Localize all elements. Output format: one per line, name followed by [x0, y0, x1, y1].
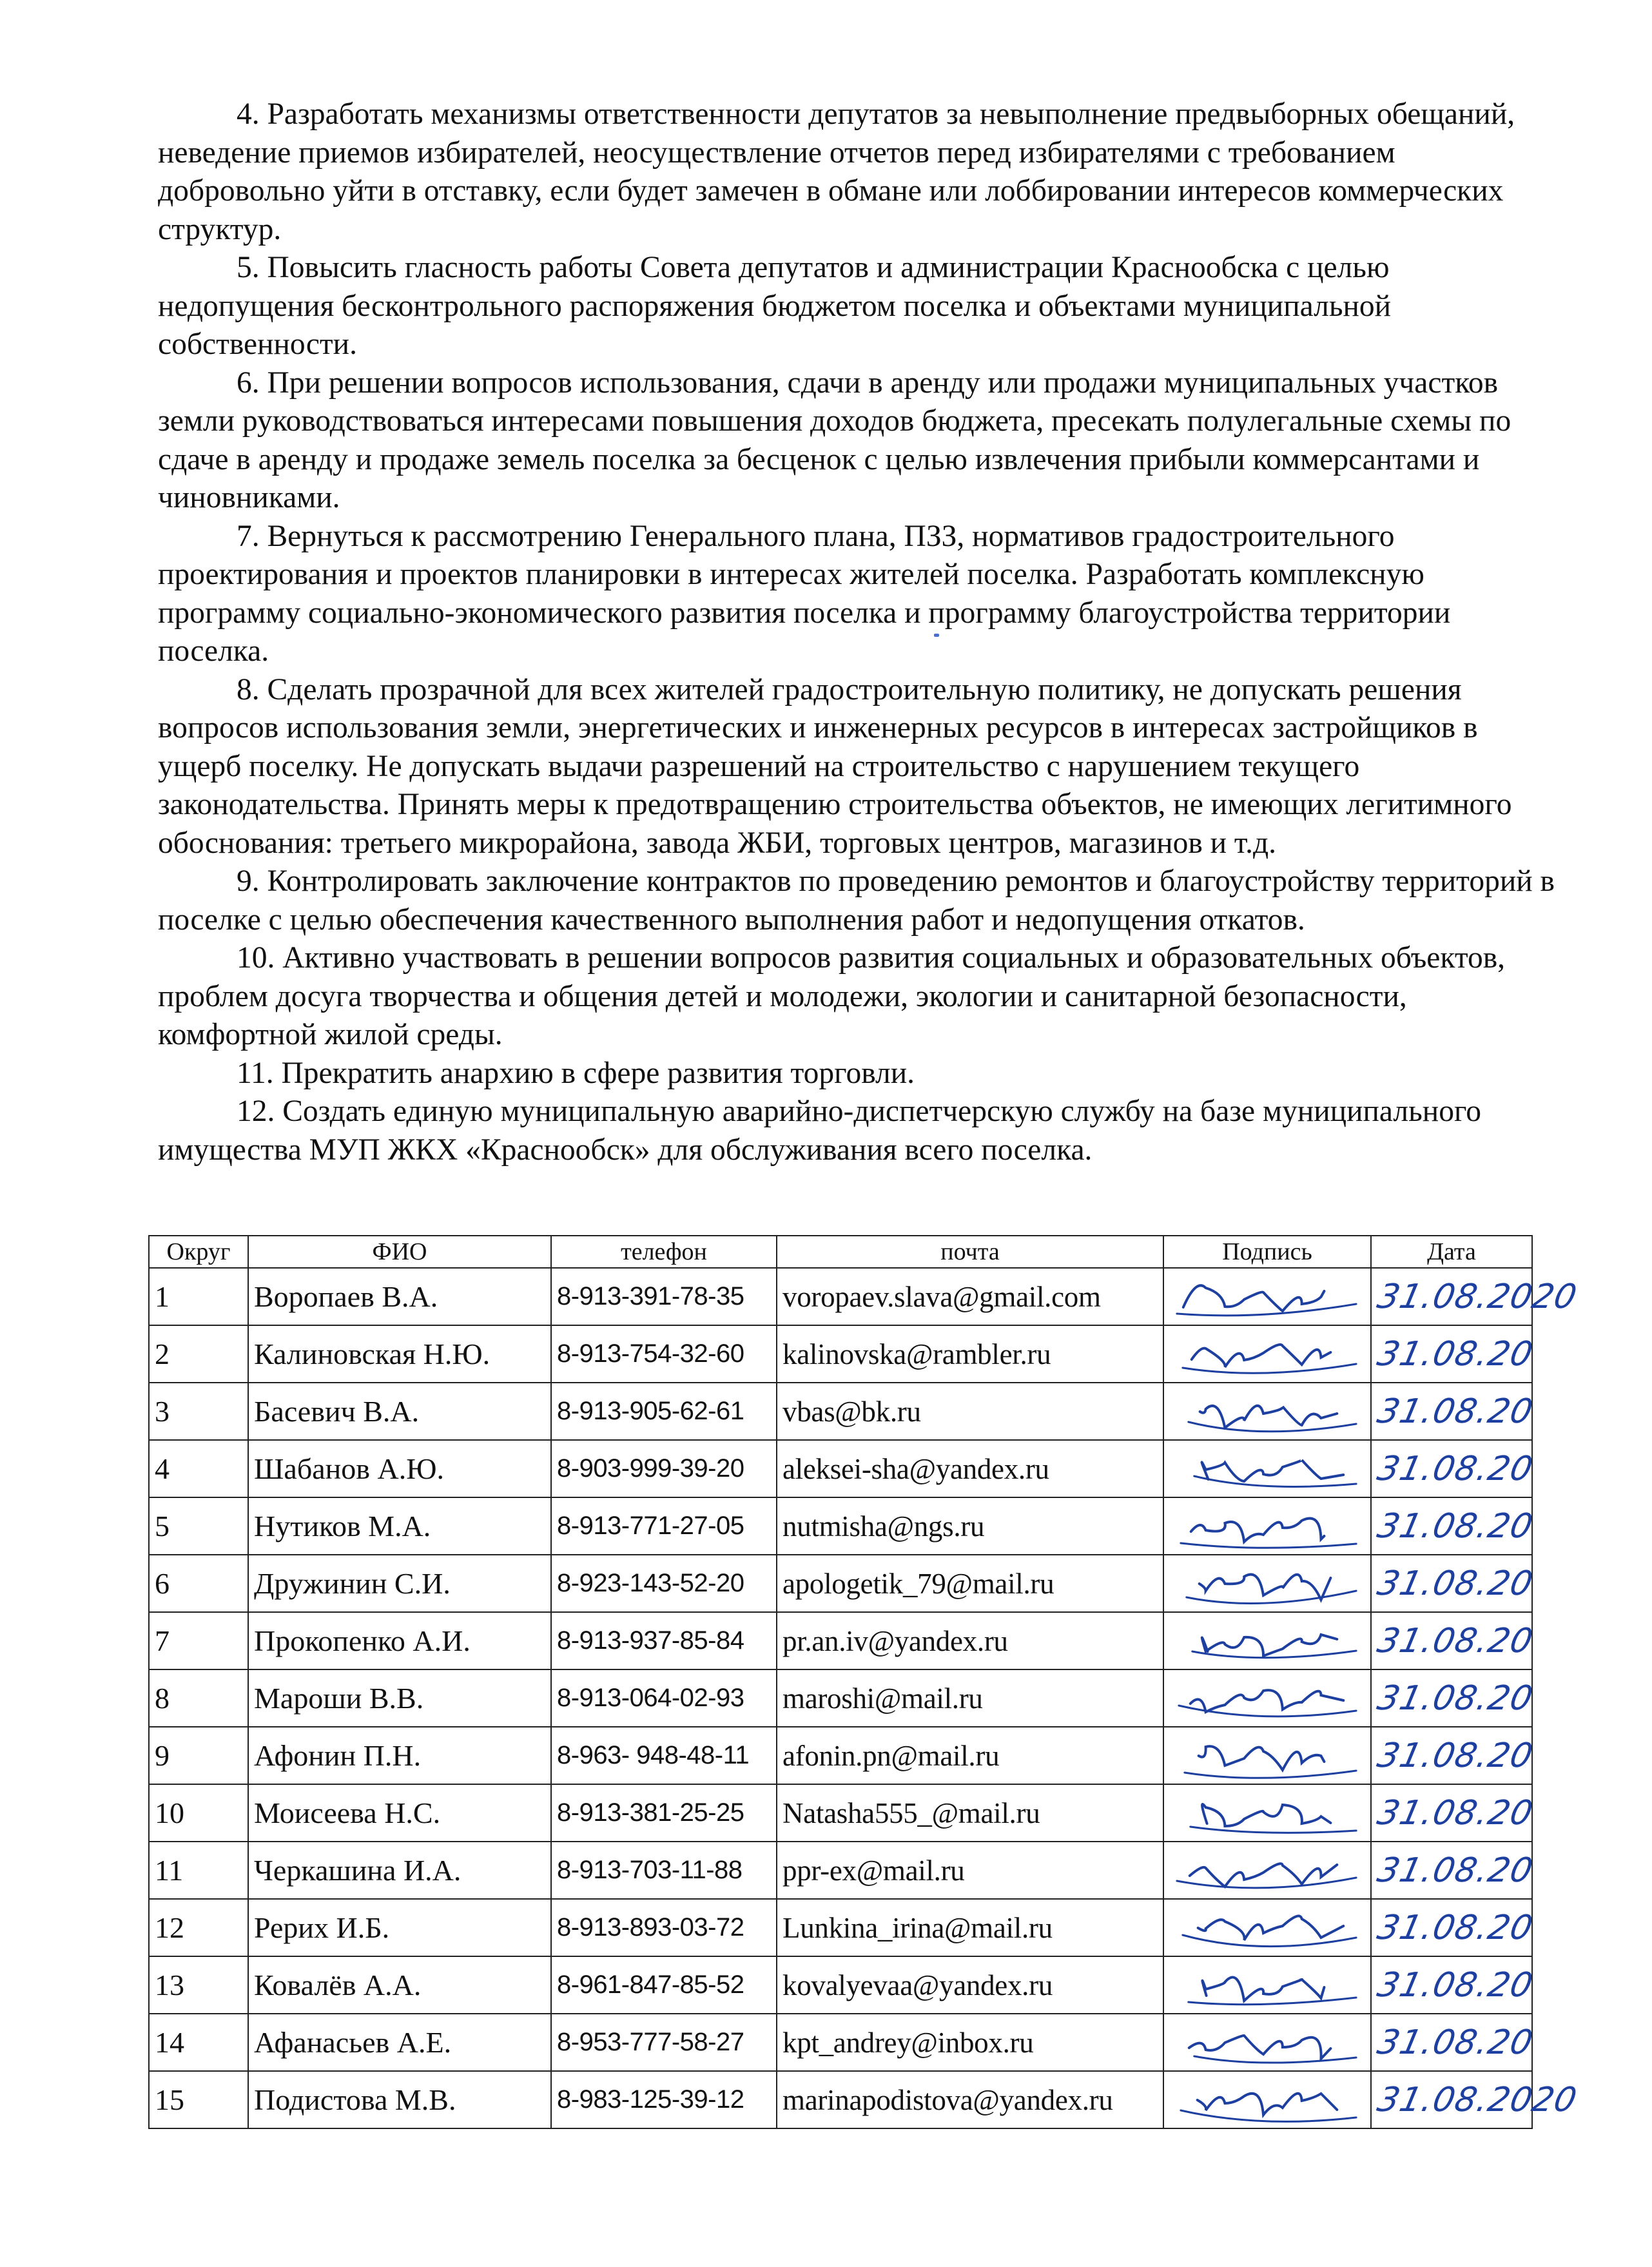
table-row	[149, 1325, 1532, 1383]
signature-scribble-icon	[1164, 1441, 1370, 1497]
row-email: Natasha555_@mail.ru	[777, 1784, 1163, 1842]
row-district: 3	[149, 1383, 248, 1440]
table-row	[149, 2014, 1532, 2071]
row-district: 10	[149, 1784, 248, 1842]
table-row	[149, 1842, 1532, 1899]
row-phone: 8-923-143-52-20	[551, 1555, 777, 1612]
row-phone: 8-913-893-03-72	[551, 1899, 777, 1956]
row-signature	[1163, 1268, 1371, 1325]
row-signature	[1163, 1727, 1371, 1784]
table-row	[149, 1727, 1532, 1784]
row-name: Мароши В.В.	[248, 1669, 551, 1727]
handwritten-date: 31.08.20	[1374, 1678, 1537, 1718]
row-name: Нутиков М.А.	[248, 1497, 551, 1555]
row-name: Рерих И.Б.	[248, 1899, 551, 1956]
row-email: nutmisha@ngs.ru	[777, 1497, 1163, 1555]
row-date	[1371, 1440, 1537, 1497]
row-email: aleksei-sha@yandex.ru	[777, 1440, 1163, 1497]
signature-scribble-icon	[1164, 1727, 1370, 1784]
row-signature	[1163, 1842, 1371, 1899]
handwritten-date: 31.08.20	[1374, 1506, 1537, 1546]
table-row	[149, 1555, 1532, 1612]
row-date	[1371, 1727, 1537, 1784]
row-name: Подистова М.В.	[248, 2071, 551, 2128]
row-date	[1371, 1842, 1537, 1899]
table-row	[149, 1440, 1532, 1497]
table-row	[149, 1383, 1532, 1440]
signers-body	[149, 1268, 1581, 2128]
row-phone: 8-913-905-62-61	[551, 1383, 777, 1440]
row-email: kpt_andrey@inbox.ru	[777, 2014, 1163, 2071]
row-district: 12	[149, 1899, 248, 1956]
row-email: pr.an.iv@yandex.ru	[777, 1612, 1163, 1669]
row-signature	[1163, 1612, 1371, 1669]
row-date	[1371, 1325, 1537, 1383]
header-name: ФИО	[248, 1236, 551, 1268]
row-phone: 8-913-381-25-25	[551, 1784, 777, 1842]
signature-scribble-icon	[1164, 1842, 1370, 1898]
row-email: kalinovska@rambler.ru	[777, 1325, 1163, 1383]
table-header-row	[149, 1236, 1532, 1268]
row-phone: 8-913-754-32-60	[551, 1325, 777, 1383]
signature-scribble-icon	[1164, 2072, 1370, 2128]
row-name: Шабанов А.Ю.	[248, 1440, 551, 1497]
row-district: 13	[149, 1956, 248, 2014]
table-row	[149, 1899, 1532, 1956]
row-date	[1371, 1612, 1537, 1669]
row-signature	[1163, 1497, 1371, 1555]
handwritten-date: 31.08.20	[1374, 1793, 1537, 1833]
row-date	[1371, 1497, 1537, 1555]
row-district: 15	[149, 2071, 248, 2128]
paragraph-10: 10. Активно участвовать в решении вопросов развития социальных и образовательных объектов, проблем досуга творчества и общения детей и молодежи, экологии и санитарной безопасности, комфортной жилой среды.	[158, 941, 1506, 1051]
row-date	[1371, 2014, 1537, 2071]
row-name: Моисеева Н.С.	[248, 1784, 551, 1842]
signature-scribble-icon	[1164, 1785, 1370, 1841]
handwritten-date: 31.08.20	[1374, 1908, 1537, 1947]
demands-text	[158, 95, 1563, 1169]
row-signature	[1163, 1325, 1371, 1383]
handwritten-date: 31.08.20	[1374, 1449, 1537, 1488]
row-date	[1371, 2071, 1581, 2128]
row-district: 4	[149, 1440, 248, 1497]
header-date: Дата	[1371, 1236, 1532, 1268]
table-row	[149, 2071, 1532, 2128]
signature-scribble-icon	[1164, 1383, 1370, 1439]
handwritten-date: 31.08.20	[1374, 1965, 1537, 2005]
signature-scribble-icon	[1164, 1555, 1370, 1611]
row-district: 11	[149, 1842, 248, 1899]
row-email: Lunkina_irina@mail.ru	[777, 1899, 1163, 1956]
row-email: maroshi@mail.ru	[777, 1669, 1163, 1727]
paragraph-4: 4. Разработать механизмы ответственности депутатов за невыполнение предвыборных обещаний, неведение приемов избирателей, неосуществление отчетов перед избирателями с требованием добровольно уйти в отставку, если будет замечен в обмане или лоббировании интересов коммерческих структур.	[158, 97, 1515, 246]
row-email: voropaev.slava@gmail.com	[777, 1268, 1163, 1325]
row-phone: 8-913-391-78-35	[551, 1268, 777, 1325]
table-row	[149, 1268, 1532, 1325]
handwritten-date: 31.08.20	[1374, 1736, 1537, 1775]
row-district: 14	[149, 2014, 248, 2071]
header-district: Округ	[149, 1236, 248, 1268]
paragraph-12: 12. Создать единую муниципальную аварийно-диспетчерскую службу на базе муниципального имущества МУП ЖКХ «Краснообск» для обслуживания всего поселка.	[158, 1095, 1482, 1167]
table-row	[149, 1784, 1532, 1842]
row-name: Дружинин С.И.	[248, 1555, 551, 1612]
handwritten-date: 31.08.20	[1374, 1851, 1537, 1890]
signature-scribble-icon	[1164, 1900, 1370, 1956]
row-name: Басевич В.А.	[248, 1383, 551, 1440]
row-phone: 8-913-937-85-84	[551, 1612, 777, 1669]
row-phone: 8-963- 948-48-11	[551, 1727, 777, 1784]
row-name: Ковалёв А.А.	[248, 1956, 551, 2014]
row-name: Афанасьев А.Е.	[248, 2014, 551, 2071]
row-phone: 8-961-847-85-52	[551, 1956, 777, 2014]
row-district: 2	[149, 1325, 248, 1383]
row-phone: 8-913-064-02-93	[551, 1669, 777, 1727]
handwritten-date: 31.08.20	[1374, 2023, 1537, 2062]
row-name: Прокопенко А.И.	[248, 1612, 551, 1669]
paragraph-11: 11. Прекратить анархию в сфере развития торговли.	[237, 1056, 915, 1090]
row-district: 5	[149, 1497, 248, 1555]
header-signature: Подпись	[1163, 1236, 1371, 1268]
row-signature	[1163, 1440, 1371, 1497]
row-signature	[1163, 1383, 1371, 1440]
row-district: 8	[149, 1669, 248, 1727]
row-date	[1371, 1899, 1537, 1956]
handwritten-date: 31.08.20	[1374, 1334, 1537, 1374]
row-district: 6	[149, 1555, 248, 1612]
row-phone: 8-953-777-58-27	[551, 2014, 777, 2071]
ink-speck	[934, 634, 939, 637]
row-district: 7	[149, 1612, 248, 1669]
row-district: 9	[149, 1727, 248, 1784]
handwritten-date: 31.08.20	[1374, 1392, 1537, 1431]
row-name: Воропаев В.А.	[248, 1268, 551, 1325]
handwritten-date: 31.08.20	[1374, 1621, 1537, 1660]
row-email: marinapodistova@yandex.ru	[777, 2071, 1163, 2128]
signature-scribble-icon	[1164, 1498, 1370, 1554]
row-district: 1	[149, 1268, 248, 1325]
row-signature	[1163, 1555, 1371, 1612]
row-name: Черкашина И.А.	[248, 1842, 551, 1899]
row-phone: 8-983-125-39-12	[551, 2071, 777, 2128]
paragraph-5: 5. Повысить гласность работы Совета депутатов и администрации Краснообска с целью недопущения бесконтрольного распоряжения бюджетом поселка и объектами муниципальной собственности.	[158, 251, 1392, 361]
row-email: apologetik_79@mail.ru	[777, 1555, 1163, 1612]
table-row	[149, 1669, 1532, 1727]
header-phone: телефон	[551, 1236, 777, 1268]
row-signature	[1163, 1669, 1371, 1727]
row-email: afonin.pn@mail.ru	[777, 1727, 1163, 1784]
table-row	[149, 1612, 1532, 1669]
row-email: kovalyevaa@yandex.ru	[777, 1956, 1163, 2014]
header-email: почта	[777, 1236, 1163, 1268]
handwritten-date: 31.08.2020	[1374, 2080, 1581, 2119]
row-email: ppr-ex@mail.ru	[777, 1842, 1163, 1899]
row-email: vbas@bk.ru	[777, 1383, 1163, 1440]
signature-scribble-icon	[1164, 2014, 1370, 2070]
row-phone: 8-913-771-27-05	[551, 1497, 777, 1555]
row-date	[1371, 1268, 1581, 1325]
signature-scribble-icon	[1164, 1269, 1370, 1325]
table-row	[149, 1497, 1532, 1555]
row-phone: 8-913-703-11-88	[551, 1842, 777, 1899]
table-row	[149, 1956, 1532, 2014]
handwritten-date: 31.08.20	[1374, 1564, 1537, 1603]
row-signature	[1163, 2071, 1371, 2128]
paragraph-9: 9. Контролировать заключение контрактов по проведению ремонтов и благоустройству территорий в поселке с целью обеспечения качественного выполнения работ и недопущения откатов.	[158, 864, 1555, 937]
row-name: Калиновская Н.Ю.	[248, 1325, 551, 1383]
row-date	[1371, 1669, 1537, 1727]
row-signature	[1163, 1899, 1371, 1956]
paragraph-6: 6. При решении вопросов использования, сдачи в аренду или продажи муниципальных участков земли руководствоваться интересами повышения доходов бюджета, пресекать полулегальные схемы по сдаче в аренду и продаже земель поселка за бесценок с целью извлечения прибыли коммерсантами и чиновниками.	[158, 365, 1511, 514]
handwritten-date: 31.08.2020	[1374, 1277, 1581, 1316]
row-signature	[1163, 1784, 1371, 1842]
row-signature	[1163, 1956, 1371, 2014]
row-date	[1371, 1383, 1537, 1440]
signature-scribble-icon	[1164, 1957, 1370, 2013]
row-date	[1371, 1784, 1537, 1842]
paragraph-7: 7. Вернуться к рассмотрению Генерального плана, ПЗЗ, нормативов градостроительного проектирования и проектов планировки в интересах жителей поселка. Разработать комплексную программу социально-экономического развития поселка и программу благоустройства территории поселка.	[158, 519, 1451, 668]
row-name: Афонин П.Н.	[248, 1727, 551, 1784]
row-date	[1371, 1555, 1537, 1612]
row-phone: 8-903-999-39-20	[551, 1440, 777, 1497]
row-signature	[1163, 2014, 1371, 2071]
signature-scribble-icon	[1164, 1613, 1370, 1669]
signature-scribble-icon	[1164, 1326, 1370, 1382]
paragraph-8: 8. Сделать прозрачной для всех жителей градостроительную политику, не допускать решения вопросов использования земли, энергетических и инженерных ресурсов в интересах застройщиков в ущерб поселку. Не допускать выдачи разрешений на строительство с нарушением текущего законодательства. Принять меры к предотвращению строительства объектов, не имеющих легитимного обоснования: третьего микрорайона, завода ЖБИ, торговых центров, магазинов и т.д.	[158, 672, 1512, 860]
signers-table	[148, 1235, 1581, 2129]
signature-scribble-icon	[1164, 1670, 1370, 1726]
row-date	[1371, 1956, 1537, 2014]
